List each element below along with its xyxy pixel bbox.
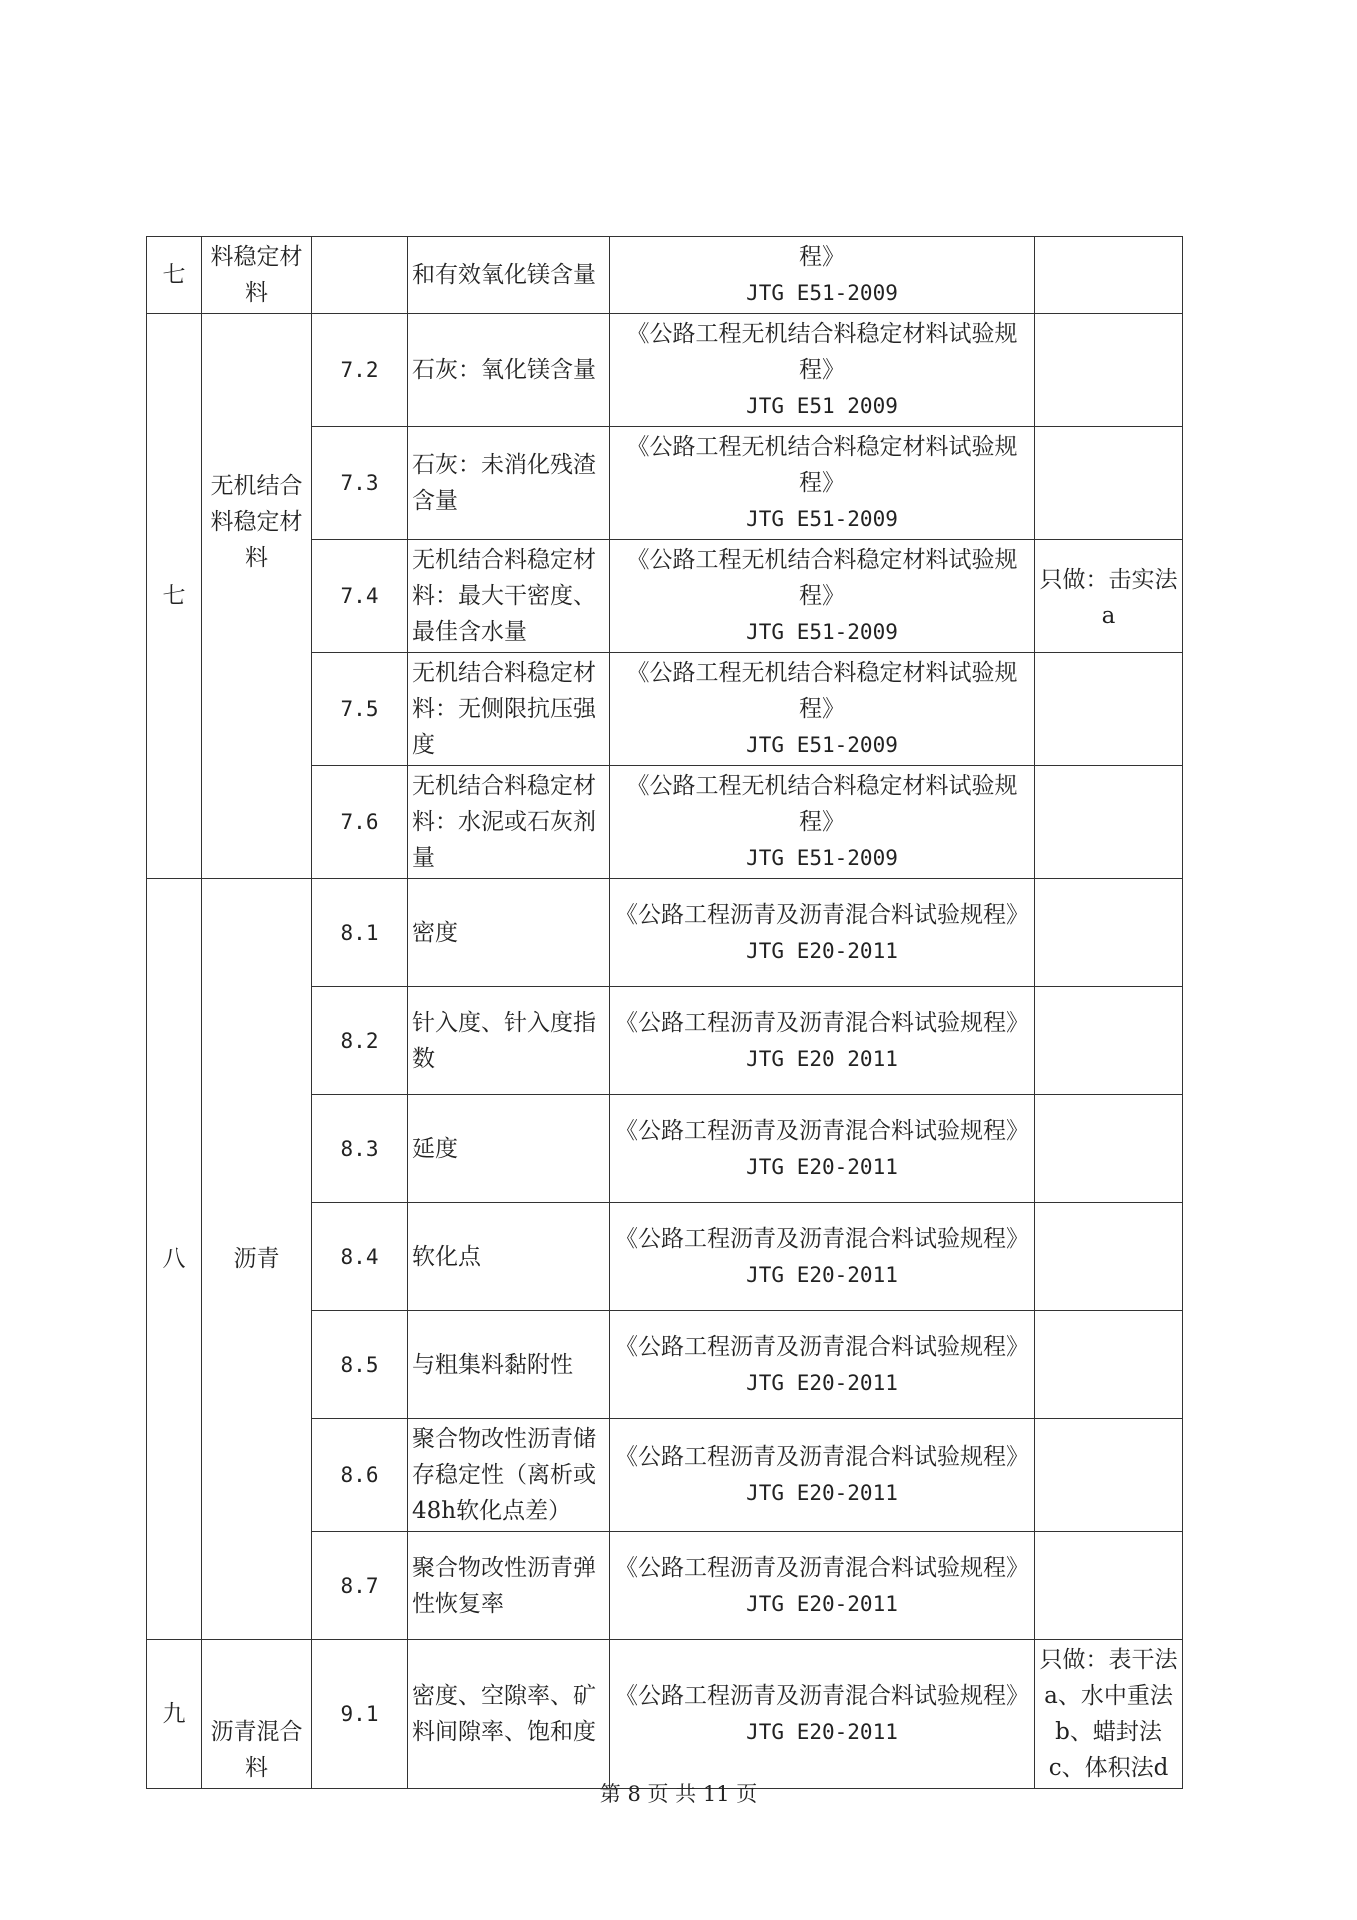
item-number: 7.3 xyxy=(312,427,408,540)
standard-title: 《公路工程沥青及沥青混合料试验规程》 xyxy=(615,1683,1029,1709)
standard-code: JTG E20-2011 xyxy=(746,938,898,963)
test-parameter: 与粗集料黏附性 xyxy=(408,1311,610,1419)
standard-code: JTG E20 2011 xyxy=(746,1046,898,1071)
remark xyxy=(1035,766,1183,879)
table-row xyxy=(147,879,1183,987)
test-standard xyxy=(610,237,1035,314)
remark xyxy=(1035,1311,1183,1419)
standard-code: JTG E20-2011 xyxy=(746,1720,898,1744)
test-parameter: 聚合物改性沥青储存稳定性（离析或48h软化点差） xyxy=(408,1419,610,1532)
test-standard xyxy=(610,766,1035,879)
item-number: 8.2 xyxy=(312,987,408,1095)
table-row xyxy=(147,1640,1183,1789)
test-parameter: 和有效氧化镁含量 xyxy=(408,237,610,314)
test-items-table xyxy=(146,236,1183,1789)
test-standard xyxy=(610,1419,1035,1532)
test-standard xyxy=(610,540,1035,653)
standard-title: 《公路工程无机结合料稳定材料试验规程》 xyxy=(626,660,1018,722)
item-number: 8.1 xyxy=(312,879,408,987)
standard-title: 《公路工程沥青及沥青混合料试验规程》 xyxy=(615,1117,1029,1144)
category-number: 八 xyxy=(147,879,202,1640)
standard-code: JTG E51-2009 xyxy=(746,733,898,757)
item-number: 8.4 xyxy=(312,1203,408,1311)
item-number: 7.4 xyxy=(312,540,408,653)
standard-code: JTG E20-2011 xyxy=(746,1591,898,1616)
standard-code: JTG E20-2011 xyxy=(746,1262,898,1287)
standard-code: JTG E51 2009 xyxy=(746,394,898,418)
remark xyxy=(1035,987,1183,1095)
standard-code: JTG E51-2009 xyxy=(746,281,898,305)
test-parameter: 无机结合料稳定材料：无侧限抗压强度 xyxy=(408,653,610,766)
standard-title: 《公路工程沥青及沥青混合料试验规程》 xyxy=(615,1444,1029,1470)
test-standard xyxy=(610,879,1035,987)
test-parameter: 针入度、针入度指数 xyxy=(408,987,610,1095)
item-number: 9.1 xyxy=(312,1640,408,1789)
category-name: 沥青混合料 xyxy=(202,1640,312,1789)
category-name: 沥青 xyxy=(202,879,312,1640)
remark: 只做：击实法a xyxy=(1035,540,1183,653)
test-parameter: 延度 xyxy=(408,1095,610,1203)
test-standard xyxy=(610,1203,1035,1311)
page-number-footer: 第 8 页 共 11 页 xyxy=(599,1782,758,1806)
standard-code: JTG E51-2009 xyxy=(746,620,898,644)
test-parameter: 密度 xyxy=(408,879,610,987)
category-number: 七 xyxy=(147,314,202,879)
category-name: 料稳定材料 xyxy=(202,237,312,314)
item-number xyxy=(312,237,408,314)
category-number: 七 xyxy=(147,237,202,314)
table-row xyxy=(147,314,1183,427)
table-row xyxy=(147,237,1183,314)
standard-code: JTG E20-2011 xyxy=(746,1154,898,1179)
category-name: 无机结合料稳定材料 xyxy=(202,314,312,879)
test-parameter: 石灰：未消化残渣含量 xyxy=(408,427,610,540)
item-number: 8.7 xyxy=(312,1532,408,1640)
test-parameter: 聚合物改性沥青弹性恢复率 xyxy=(408,1532,610,1640)
test-standard xyxy=(610,1640,1035,1789)
standard-title: 《公路工程无机结合料稳定材料试验规程》 xyxy=(626,434,1018,496)
standard-title: 《公路工程沥青及沥青混合料试验规程》 xyxy=(615,901,1029,928)
remark xyxy=(1035,879,1183,987)
remark: 只做：表干法a、水中重法b、蜡封法c、体积法d xyxy=(1035,1640,1183,1789)
standard-title: 《公路工程沥青及沥青混合料试验规程》 xyxy=(615,1225,1029,1252)
standard-title: 《公路工程沥青及沥青混合料试验规程》 xyxy=(615,1333,1029,1360)
test-standard xyxy=(610,1532,1035,1640)
test-standard xyxy=(610,1095,1035,1203)
item-number: 7.6 xyxy=(312,766,408,879)
item-number: 7.2 xyxy=(312,314,408,427)
item-number: 8.3 xyxy=(312,1095,408,1203)
test-standard xyxy=(610,653,1035,766)
category-number: 九 xyxy=(147,1640,202,1789)
standard-code: JTG E51-2009 xyxy=(746,507,898,531)
test-standard xyxy=(610,427,1035,540)
test-parameter: 密度、空隙率、矿料间隙率、饱和度 xyxy=(408,1640,610,1789)
remark xyxy=(1035,1419,1183,1532)
remark xyxy=(1035,653,1183,766)
standard-title: 《公路工程沥青及沥青混合料试验规程》 xyxy=(615,1554,1029,1581)
standard-code: JTG E20-2011 xyxy=(746,1370,898,1395)
standard-code: JTG E51-2009 xyxy=(746,846,898,870)
remark xyxy=(1035,237,1183,314)
test-standard xyxy=(610,314,1035,427)
test-parameter: 石灰：氧化镁含量 xyxy=(408,314,610,427)
remark xyxy=(1035,427,1183,540)
standard-title: 《公路工程无机结合料稳定材料试验规程》 xyxy=(626,321,1018,383)
standard-code: JTG E20-2011 xyxy=(746,1481,898,1505)
item-number: 8.6 xyxy=(312,1419,408,1532)
standard-title: 《公路工程无机结合料稳定材料试验规程》 xyxy=(626,547,1018,609)
item-number: 7.5 xyxy=(312,653,408,766)
remark xyxy=(1035,1095,1183,1203)
standard-title: 《公路工程无机结合料稳定材料试验规程》 xyxy=(626,773,1018,835)
remark xyxy=(1035,1203,1183,1311)
test-standard xyxy=(610,1311,1035,1419)
item-number: 8.5 xyxy=(312,1311,408,1419)
standard-title: 程》 xyxy=(799,244,845,270)
test-parameter: 软化点 xyxy=(408,1203,610,1311)
test-parameter: 无机结合料稳定材料：水泥或石灰剂量 xyxy=(408,766,610,879)
remark xyxy=(1035,1532,1183,1640)
test-standard xyxy=(610,987,1035,1095)
test-parameter: 无机结合料稳定材料：最大干密度、最佳含水量 xyxy=(408,540,610,653)
standard-title: 《公路工程沥青及沥青混合料试验规程》 xyxy=(615,1009,1029,1036)
remark xyxy=(1035,314,1183,427)
